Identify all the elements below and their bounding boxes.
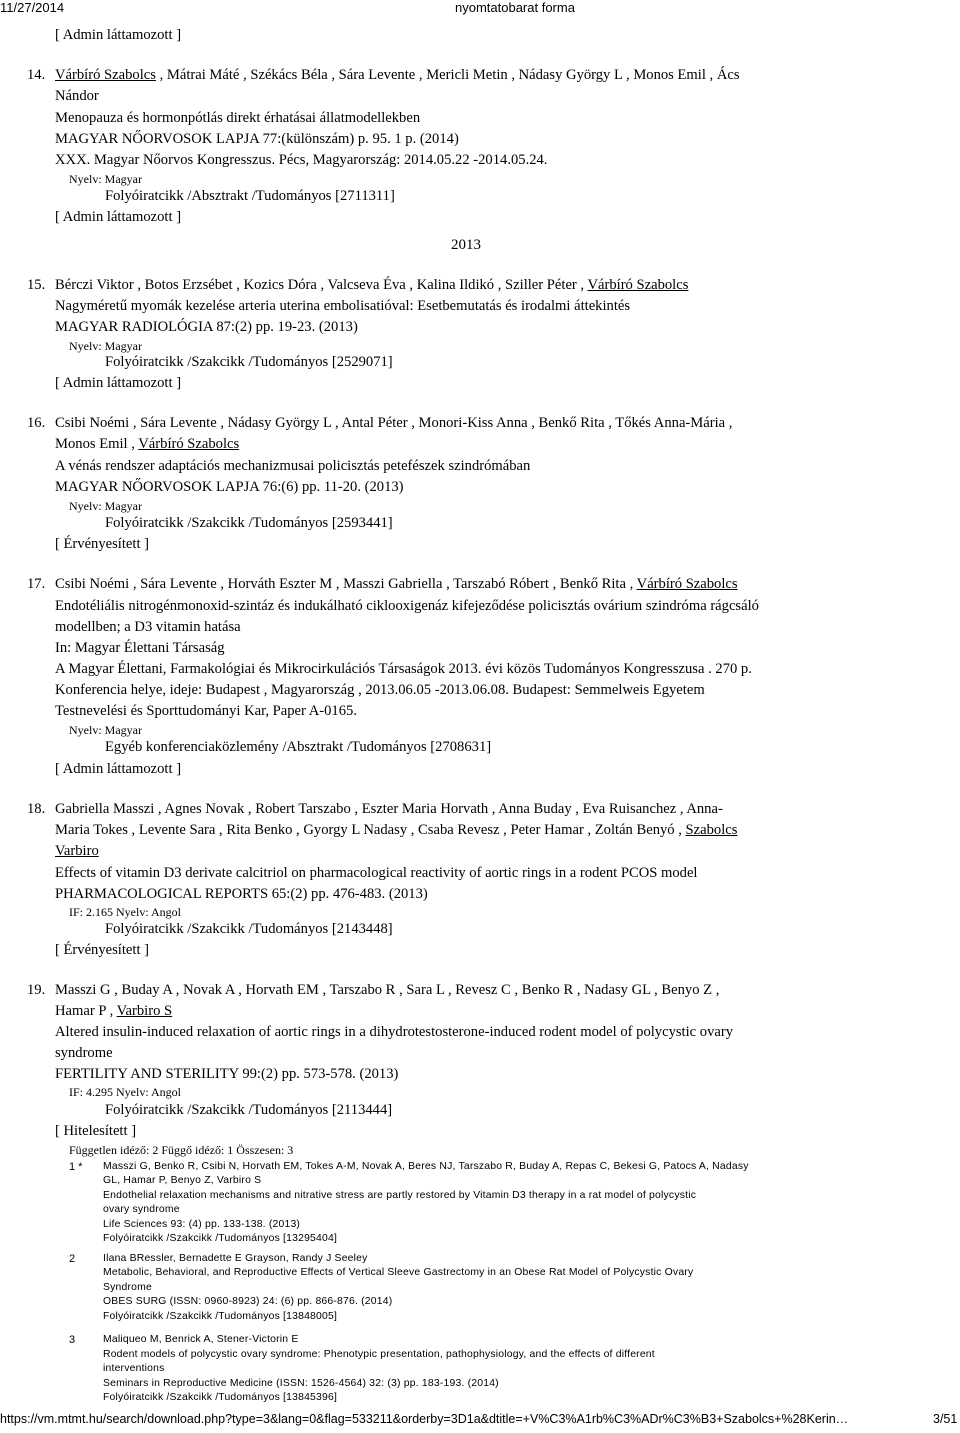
entry-number: 17. (27, 576, 46, 592)
citation-title: Endothelial relaxation mechanisms and nitrative stress are partly restored by Vitamin D3 therapy in a rat model of polycystic (103, 1190, 697, 1201)
citation-authors: Maliqueo M, Benrick A, Stener-Victorin E (103, 1334, 299, 1345)
authors (55, 575, 738, 593)
citation-type: Folyóiratcikk /Szakcikk /Tudományos [13848005] (103, 1311, 338, 1322)
journal-info: FERTILITY AND STERILITY 99:(2) pp. 573-578. (2013) (55, 1066, 399, 1082)
authors-text: Bérczi Viktor , Botos Erzsébet , Kozics Dóra , Valcseva Éva , Kalina Ildikó , Sziller Péter , (55, 277, 588, 293)
status-badge: [ Hitelesített ] (55, 1123, 137, 1139)
page-header-title: nyomtatobarat forma (455, 0, 575, 15)
publication-type: Folyóiratcikk /Szakcikk /Tudományos [2529071] (105, 354, 393, 370)
author-link[interactable]: Varbiro S (116, 1003, 173, 1019)
language-label: Nyelv: Magyar (69, 499, 142, 513)
citation-summary: Független idéző: 2 Függő idéző: 1 Összesen: 3 (69, 1143, 294, 1157)
page-url: https://vm.mtmt.hu/search/download.php?type=3&lang=0&flag=533211&orderby=3D1a&dtitle=+V%C3%A1rb%C3%ADr%C3%B3+Szabolcs+%28Kerin… (0, 1412, 849, 1426)
publication-type: Folyóiratcikk /Szakcikk /Tudományos [2143448] (105, 921, 393, 937)
journal-info: MAGYAR NŐORVOSOK LAPJA 77:(különszám) p. 95. 1 p. (2014) (55, 131, 459, 147)
journal-info: PHARMACOLOGICAL REPORTS 65:(2) pp. 476-483. (2013) (55, 886, 428, 902)
publication-title: Effects of vitamin D3 derivate calcitriol on pharmacological reactivity of aortic rings in a rodent PCOS model (55, 865, 698, 881)
citation-number: 1 * (69, 1161, 83, 1173)
status-badge: [ Admin láttamozott ] (55, 375, 182, 391)
authors (55, 66, 740, 84)
citation-type: Folyóiratcikk /Szakcikk /Tudományos [13295404] (103, 1233, 338, 1244)
author-link[interactable]: Várbíró Szabolcs (55, 67, 156, 83)
language-label: Nyelv: Magyar (69, 723, 142, 737)
authors-text: Csibi Noémi , Sára Levente , Horváth Eszter M , Masszi Gabriella , Tarszabó Róbert , Benkő Rita , (55, 576, 637, 592)
author-link[interactable]: Szabolcs (685, 822, 738, 838)
status-badge: [ Érvényesített ] (55, 536, 150, 552)
citation-title-continued: ovary syndrome (103, 1204, 180, 1215)
authors-text: Monos Emil , (55, 436, 139, 452)
conference-info-continued: Testnevelési és Sporttudományi Kar, Paper A-0165. (55, 703, 357, 719)
publication-title: Altered insulin-induced relaxation of aortic rings in a dihydrotestosterone-induced rodent model of polycystic ovary (55, 1024, 734, 1040)
publication-title-continued: modellben; a D3 vitamin hatása (55, 619, 241, 635)
status-badge: [ Admin láttamozott ] (55, 209, 182, 225)
authors (55, 276, 688, 294)
authors: Masszi G , Buday A , Novak A , Horvath EM , Tarszabo R , Sara L , Revesz C , Benko R , Nadasy GL , Benyo Z , (55, 982, 720, 998)
entry-number: 14. (27, 67, 46, 83)
authors-continued (55, 821, 737, 839)
language-label: Nyelv: Magyar (69, 172, 142, 186)
conference-info: Konferencia helye, ideje: Budapest , Magyarország , 2013.06.05 -2013.06.08. Budapest: Semmelweis Egyetem (55, 682, 705, 698)
author-link-continued[interactable]: Varbiro (55, 843, 99, 859)
print-date: 11/27/2014 (0, 0, 65, 15)
citation-title-continued: interventions (103, 1363, 165, 1374)
year-heading: 2013 (451, 237, 481, 253)
citation-type: Folyóiratcikk /Szakcikk /Tudományos [13845396] (103, 1392, 338, 1403)
publication-title: Endotéliális nitrogénmonoxid-szintáz és indukálható ciklooxigenáz kifejeződése policisztás ovárium szindróma rágcsáló (55, 598, 759, 614)
citation-journal: OBES SURG (ISSN: 0960-8923) 24: (6) pp. 866-876. (2014) (103, 1296, 393, 1307)
status-badge: [ Admin láttamozott ] (55, 761, 182, 777)
publication-type: Folyóiratcikk /Absztrakt /Tudományos [2711311] (105, 188, 395, 204)
journal-info: MAGYAR NŐORVOSOK LAPJA 76:(6) pp. 11-20. (2013) (55, 479, 404, 495)
publication-title: Nagyméretű myomák kezelése arteria uterina embolisatióval: Esetbemutatás és irodalmi áttekintés (55, 298, 631, 314)
authors: Csibi Noémi , Sára Levente , Nádasy György L , Antal Péter , Monori-Kiss Anna , Benkő Rita , Tőkés Anna-Mária , (55, 415, 733, 431)
authors-text: , Mátrai Máté , Székács Béla , Sára Levente , Mericli Metin , Nádasy György L , Monos Emil , Ács (155, 67, 740, 83)
publication-type: Folyóiratcikk /Szakcikk /Tudományos [2113444] (105, 1102, 393, 1118)
publication-type: Folyóiratcikk /Szakcikk /Tudományos [2593441] (105, 515, 393, 531)
conference-info: XXX. Magyar Nőorvos Kongresszus. Pécs, Magyarország: 2014.05.22 -2014.05.24. (55, 152, 548, 168)
citation-number: 3 (69, 1334, 76, 1346)
publication-title-continued: syndrome (55, 1045, 113, 1061)
citation-title-continued: Syndrome (103, 1282, 152, 1293)
author-link[interactable]: Várbíró Szabolcs (587, 277, 689, 293)
citation-authors: Ilana BRessler, Bernadette E Grayson, Randy J Seeley (103, 1253, 368, 1264)
status-badge: [ Érvényesített ] (55, 942, 150, 958)
journal-info: MAGYAR RADIOLÓGIA 87:(2) pp. 19-23. (2013) (55, 319, 358, 335)
page-number: 3/51 (933, 1412, 958, 1426)
entry-number: 15. (27, 277, 46, 293)
book-title: A Magyar Élettani, Farmakológiai és Mikrocirkulációs Társaságok 2013. évi közös Tudományos Kongresszusa . 270 p. (55, 661, 752, 677)
citation-title: Rodent models of polycystic ovary syndrome: Phenotypic presentation, pathophysiology, and the effects of different (103, 1349, 655, 1360)
citation-journal: Life Sciences 93: (4) pp. 133-138. (2013) (103, 1219, 301, 1230)
publication-title: Menopauza és hormonpótlás direkt érhatásai állatmodellekben (55, 110, 421, 126)
entry-number: 16. (27, 415, 46, 431)
status-badge: [ Admin láttamozott ] (55, 27, 182, 43)
citation-authors: Masszi G, Benko R, Csibi N, Horvath EM, Tokes A-M, Novak A, Beres NJ, Tarszabo R, Buday A, Repas C, Bekesi G, Patocs A, Nadasy (103, 1161, 749, 1172)
authors: Gabriella Masszi , Agnes Novak , Robert Tarszabo , Eszter Maria Horvath , Anna Buday , Eva Ruisanchez , Anna- (55, 801, 723, 817)
authors-text: Hamar P , (55, 1003, 117, 1019)
language-label: Nyelv: Magyar (69, 339, 142, 353)
authors-continued: Nándor (55, 88, 99, 104)
citation-journal: Seminars in Reproductive Medicine (ISSN: 1526-4564) 32: (3) pp. 183-193. (2014) (103, 1378, 499, 1389)
authors-continued (55, 435, 239, 453)
author-link[interactable]: Várbíró Szabolcs (636, 576, 738, 592)
impact-factor-language: IF: 4.295 Nyelv: Angol (69, 1085, 182, 1099)
author-link[interactable]: Várbíró Szabolcs (138, 436, 240, 452)
citation-authors-continued: GL, Hamar P, Benyo Z, Varbiro S (103, 1175, 262, 1186)
authors-text: Maria Tokes , Levente Sara , Rita Benko , Gyorgy L Nadasy , Csaba Revesz , Peter Hamar , Zoltán Benyó , (55, 822, 686, 838)
publication-type: Egyéb konferenciaközlemény /Absztrakt /Tudományos [2708631] (105, 739, 492, 755)
entry-number: 18. (27, 801, 46, 817)
entry-number: 19. (27, 982, 46, 998)
book-editor: In: Magyar Élettani Társaság (55, 640, 225, 656)
impact-factor-language: IF: 2.165 Nyelv: Angol (69, 905, 182, 919)
citation-number: 2 (69, 1253, 76, 1265)
publication-title: A vénás rendszer adaptációs mechanizmusai policisztás petefészek szindrómában (55, 458, 531, 474)
citation-title: Metabolic, Behavioral, and Reproductive Effects of Vertical Sleeve Gastrectomy in an Obese Rat Model of Polycystic Ovary (103, 1267, 694, 1278)
authors-continued (55, 1002, 172, 1020)
